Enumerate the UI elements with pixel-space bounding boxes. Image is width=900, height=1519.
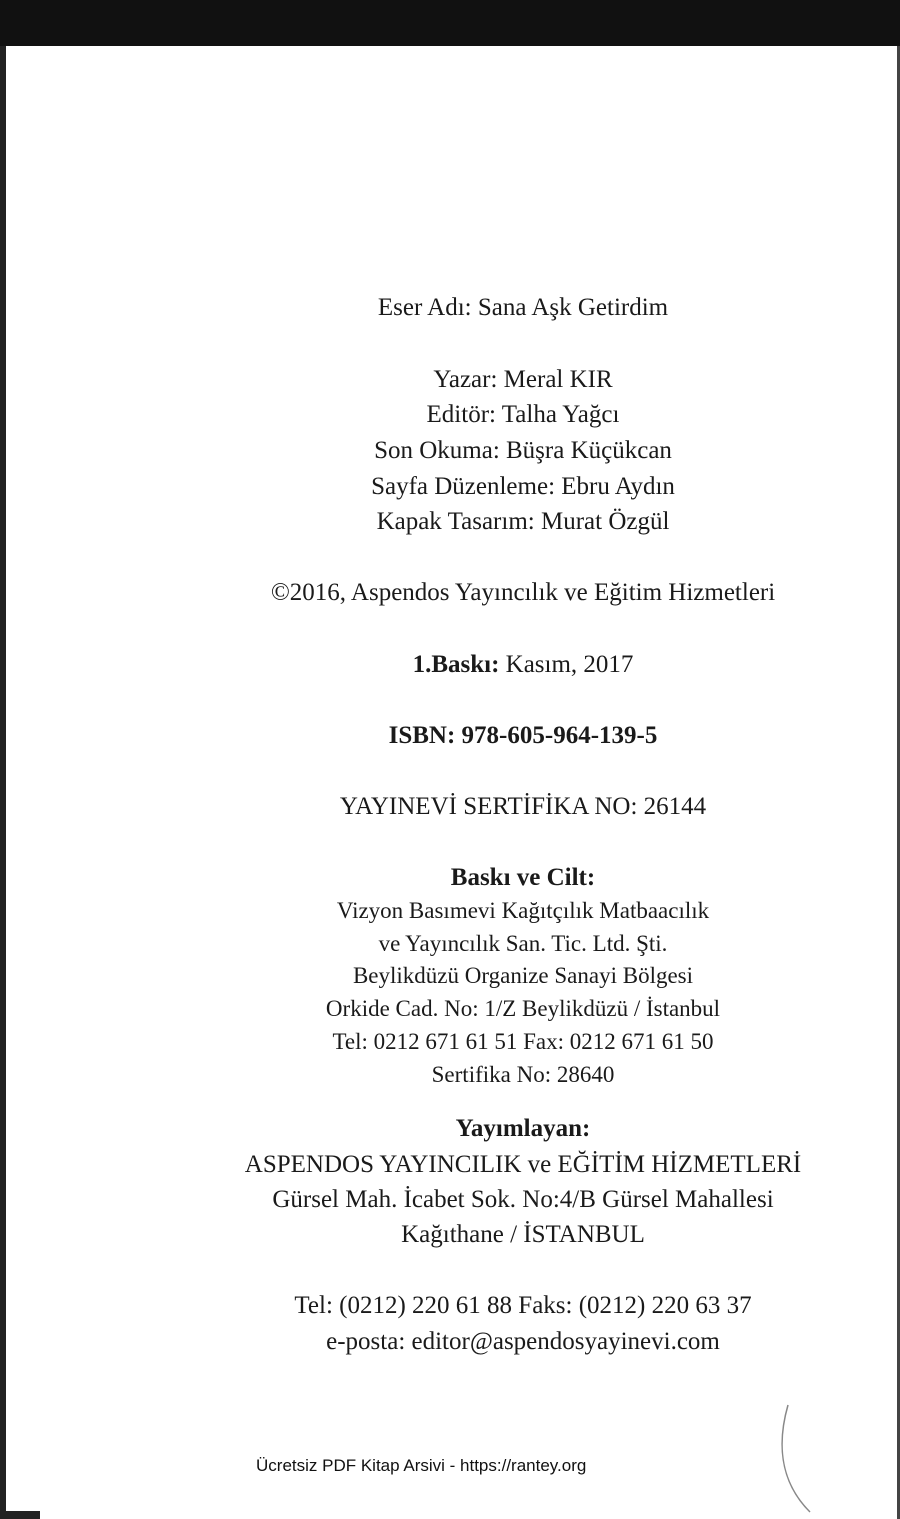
edition-label: 1.Baskı: [412, 651, 500, 678]
print-line: ve Yayıncılık San. Tic. Ltd. Şti. [378, 931, 668, 956]
credit-author: Yazar: Meral KIR [433, 366, 613, 393]
isbn: ISBN: 978-605-964-139-5 [388, 722, 658, 749]
contact-email: e-posta: editor@aspendosyayinevi.com [326, 1328, 720, 1355]
print-line: Tel: 0212 671 61 51 Fax: 0212 671 61 50 [332, 1029, 714, 1054]
credit-layout: Sayfa Düzenleme: Ebru Aydın [371, 473, 675, 500]
publisher-certificate: YAYINEVİ SERTİFİKA NO: 26144 [339, 793, 707, 820]
print-line: Beylikdüzü Organize Sanayi Bölgesi [352, 963, 694, 988]
footer-watermark: Ücretsiz PDF Kitap Arsivi - https://rantey.org [256, 1456, 587, 1475]
credit-proofreader: Son Okuma: Büşra Küçükcan [374, 437, 672, 464]
print-line: Sertifika No: 28640 [431, 1062, 615, 1087]
publisher-line: ASPENDOS YAYINCILIK ve EĞİTİM HİZMETLERİ [244, 1151, 802, 1178]
publisher-line: Kağıthane / İSTANBUL [401, 1221, 645, 1248]
copyright-line: ©2016, Aspendos Yayıncılık ve Eğitim Hizmetleri [270, 579, 776, 606]
publisher-heading: Yayımlayan: [455, 1115, 591, 1142]
print-heading: Baskı ve Cilt: [450, 864, 596, 891]
work-title: Eser Adı: Sana Aşk Getirdim [377, 294, 669, 321]
contact-phone: Tel: (0212) 220 61 88 Faks: (0212) 220 63 37 [294, 1292, 752, 1319]
credit-editor: Editör: Talha Yağcı [426, 401, 620, 428]
print-line: Vizyon Basımevi Kağıtçılık Matbaacılık [336, 898, 710, 923]
edition-line [0, 650, 900, 680]
publisher-line: Gürsel Mah. İcabet Sok. No:4/B Gürsel Mahallesi [272, 1186, 774, 1213]
edition-value: Kasım, 2017 [499, 651, 634, 678]
credit-cover: Kapak Tasarım: Murat Özgül [376, 508, 670, 535]
print-line: Orkide Cad. No: 1/Z Beylikdüzü / İstanbul [325, 996, 721, 1021]
